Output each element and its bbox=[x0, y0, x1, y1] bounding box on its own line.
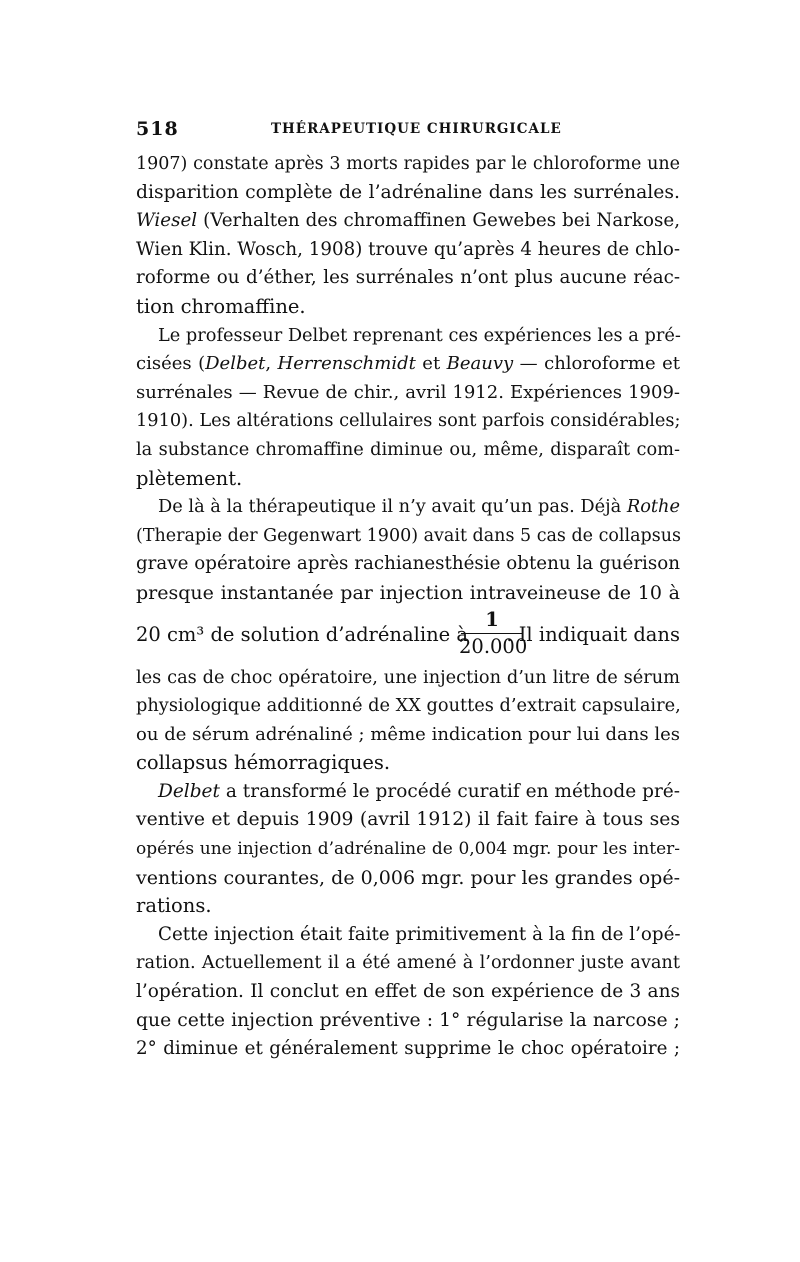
text-line: Wiesel (Verhalten des chromaffinen Gewebes bei Narkose, bbox=[136, 210, 680, 232]
author-name: Beauvy bbox=[446, 353, 514, 375]
body-text bbox=[136, 150, 680, 1064]
text-line: ventions courantes, de 0,006 mgr. pour les grandes opé- bbox=[136, 866, 680, 889]
text-line: Delbet a transformé le procédé curatif en méthode pré- bbox=[158, 780, 680, 802]
text-line: opérés une injection d’adrénaline de 0,004 mgr. pour les inter- bbox=[136, 839, 680, 860]
text-line: surrénales — Revue de chir., avril 1912. Expériences 1909- bbox=[136, 381, 680, 403]
text-line: 1907) constate après 3 morts rapides par le chloroforme une bbox=[136, 154, 680, 174]
text-line: la substance chromaffine diminue ou, même, disparaît com- bbox=[136, 439, 680, 460]
page-header bbox=[136, 118, 680, 142]
text-line: (Therapie der Gegenwart 1900) avait dans 5 cas de collapsus bbox=[136, 525, 681, 546]
fraction-numerator: 1 bbox=[485, 607, 499, 631]
text-line: grave opératoire après rachianesthésie obtenu la guérison bbox=[136, 553, 680, 575]
running-head: THÉRAPEUTIQUE CHIRURGICALE bbox=[271, 121, 562, 137]
author-name: Delbet bbox=[205, 353, 266, 375]
text-line: roforme ou d’éther, les surrénales n’ont plus aucune réac- bbox=[136, 267, 680, 289]
text-line: l’opération. Il conclut en effet de son expérience de 3 ans bbox=[136, 981, 680, 1003]
text-line: Cette injection était faite primitivement à la fin de l’opé- bbox=[158, 923, 681, 945]
text-line: disparition complète de l’adrénaline dans les surrénales. bbox=[136, 181, 680, 203]
text-line: plètement. bbox=[136, 466, 243, 490]
text-line: ou de sérum adrénaliné ; même indication pour lui dans les bbox=[136, 723, 680, 745]
text-line: 1910). Les altérations cellulaires sont parfois considérables; bbox=[136, 411, 681, 432]
text-line: les cas de choc opératoire, une injection d’un litre de sérum bbox=[136, 667, 680, 688]
author-name: Herrenschmidt bbox=[277, 353, 416, 375]
text-line: tion chromaffine. bbox=[136, 294, 306, 318]
text-line: ventive et depuis 1909 (avril 1912) il fait faire à tous ses bbox=[136, 809, 680, 831]
text-line: Wien Klin. Wosch, 1908) trouve qu’après 4 heures de chlo- bbox=[136, 238, 680, 260]
text-line: collapsus hémorragiques. bbox=[136, 751, 391, 775]
text-line: physiologique additionné de XX gouttes d’extrait capsulaire, bbox=[136, 696, 681, 717]
text-line: presque instantanée par injection intraveineuse de 10 à bbox=[136, 581, 680, 604]
text-line: De là à la thérapeutique il n’y avait qu’un pas. Déjà Rothe bbox=[158, 497, 680, 518]
author-name: Delbet bbox=[158, 780, 220, 802]
text-line: ration. Actuellement il a été amené à l’ordonner juste avant bbox=[136, 953, 680, 974]
text-line: que cette injection préventive : 1° régularise la narcose ; bbox=[136, 1009, 680, 1031]
fraction-line: 20 cm³ de solution d’adrénaline à 1 20.000 . Il indiquait dans bbox=[136, 607, 680, 658]
page-number: 518 bbox=[136, 118, 179, 140]
author-name: Wiesel bbox=[136, 210, 198, 232]
fraction-denominator: 20.000 bbox=[459, 634, 528, 658]
text-line: Le professeur Delbet reprenant ces expériences les a pré- bbox=[158, 325, 681, 346]
text-line: 2° diminue et généralement supprime le choc opératoire ; bbox=[136, 1038, 680, 1060]
text-line: rations. bbox=[136, 894, 212, 918]
author-name: Rothe bbox=[626, 497, 680, 518]
text-line: cisées (Delbet, Herrenschmidt et Beauvy — chloroforme et bbox=[136, 353, 680, 375]
